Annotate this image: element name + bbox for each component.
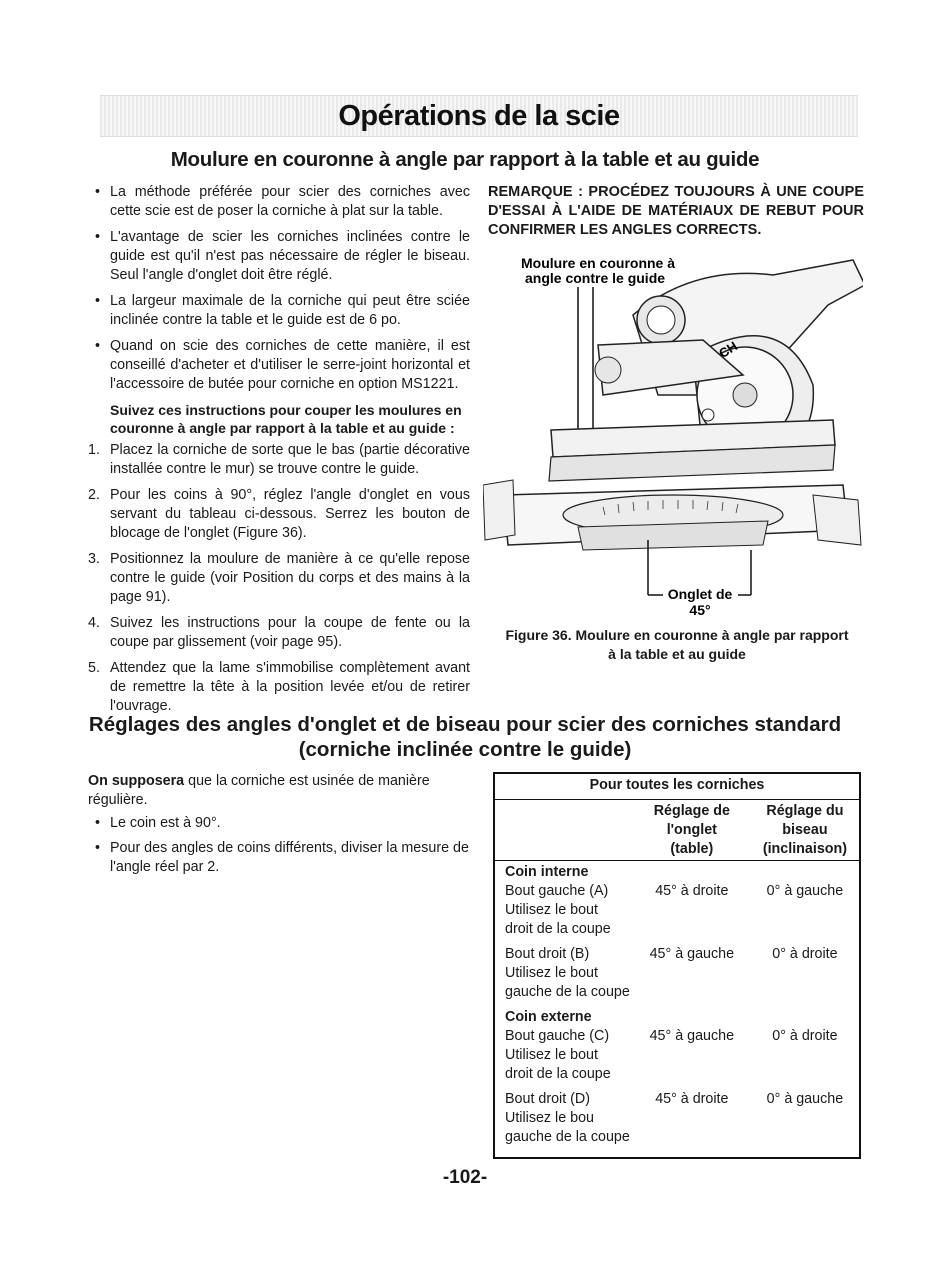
list-item: • Quand on scie des corniches de cette manière, il est conseillé d'acheter et d'utiliser le serre-joint horizontal et l'accessoire de butée pour corniche en option MS1221. [88, 337, 470, 394]
list-item: • Pour des angles de coins différents, diviser la mesure de l'angle réel par 2. [88, 839, 478, 877]
step-item: 3. Positionnez la moulure de manière à ce qu'elle repose contre le guide (voir Position du corps et des mains à la page 91). [88, 551, 470, 605]
table-row: Bout gauche (A) Utilisez le bout droit de la coupe 45° à droite 0° à gauche [505, 883, 844, 937]
table-row: Bout droit (D) Utilisez le bou gauche de la coupe 45° à droite 0° à gauche [505, 1091, 844, 1145]
list-item: • La largeur maximale de la corniche qui peut être sciée inclinée contre la table et le guide est de 6 po. [88, 292, 470, 330]
table-row: Bout droit (B) Utilisez le bout gauche de la coupe 45° à gauche 0° à droite [505, 946, 838, 1000]
bullet-list [88, 183, 470, 394]
step-item: 5. Attendez que la lame s'immobilise complètement avant de remettre la tête à la position levée et/ou de retirer l'ouvrage. [88, 660, 470, 714]
section-banner [100, 95, 858, 137]
miter-header: Réglage de l'onglet (table) [653, 803, 730, 857]
section2-title [0, 712, 930, 762]
miter-saw-figure [483, 245, 863, 625]
steps-list [88, 441, 470, 716]
figure-label-top-2: angle contre le guide [525, 270, 666, 286]
list-item: • Le coin est à 90°. [88, 814, 478, 833]
subsection-title: Moulure en couronne à angle par rapport à la table et au guide [170, 148, 760, 171]
page-number: -102- [442, 1167, 488, 1188]
table-top-header: Pour toutes les corniches [495, 774, 859, 800]
figure-label-bottom-2: 45° [689, 602, 711, 618]
remark-note: REMARQUE : PROCÉDEZ TOUJOURS À UNE COUPE D'ESSAI À L'AIDE DE MATÉRIAUX DE REBUT POUR CONFIRMER LES ANGLES CORRECTS. [488, 184, 864, 238]
left-column [88, 183, 470, 723]
list-item: • L'avantage de scier les corniches inclinées contre le guide est qu'il n'est pas nécessaire de régler le biseau. Seul l'angle d'onglet doit être réglé. [88, 228, 470, 285]
section2-title-line: (corniche inclinée contre le guide) [298, 738, 632, 761]
table-column-headers [495, 800, 859, 861]
figure-label-top-1: Moulure en couronne à [521, 255, 676, 271]
section2-title-line: Réglages des angles d'onglet et de biseau pour scier des corniches standard [88, 713, 842, 736]
caption-line: à la table et au guide [608, 646, 746, 662]
step-item: 4. Suivez les instructions pour la coupe de fente ou la coupe par glissement (voir page 95). [88, 615, 470, 650]
step-item: 2. Pour les coins à 90°, réglez l'angle d'onglet en vous servant du tableau ci-dessous. Serrez les bouton de blocage de l'onglet (Figure 36). [88, 487, 470, 541]
table-section-title: Coin externe [505, 1009, 592, 1025]
figure-label-bottom-1: Onglet de [667, 586, 733, 602]
caption-line: Figure 36. Moulure en couronne à angle par rapport [505, 627, 849, 643]
table-body [495, 863, 859, 1157]
table-section-title: Coin interne [505, 864, 589, 880]
intro-line: On supposera que la corniche est usinée de manière régulière. [88, 773, 430, 808]
list-item: • La méthode préférée pour scier des corniches avec cette scie est de poser la corniche à plat sur la table. [88, 183, 470, 221]
bevel-header: Réglage du biseau (inclinaison) [762, 803, 848, 857]
section2-intro [88, 772, 478, 883]
figure-caption [487, 626, 867, 664]
bullet-list [88, 814, 478, 877]
settings-table [493, 772, 861, 1159]
table-row: Bout gauche (C) Utilisez le bout droit de la coupe 45° à gauche 0° à droite [505, 1028, 838, 1082]
instructions-heading: Suivez ces instructions pour couper les moulures en couronne à angle par rapport à la table et au guide : [110, 402, 462, 436]
section-title: Opérations de la scie [338, 100, 620, 132]
step-item: 1. Placez la corniche de sorte que le bas (partie décorative installée contre le mur) se trouve contre le guide. [88, 442, 470, 477]
